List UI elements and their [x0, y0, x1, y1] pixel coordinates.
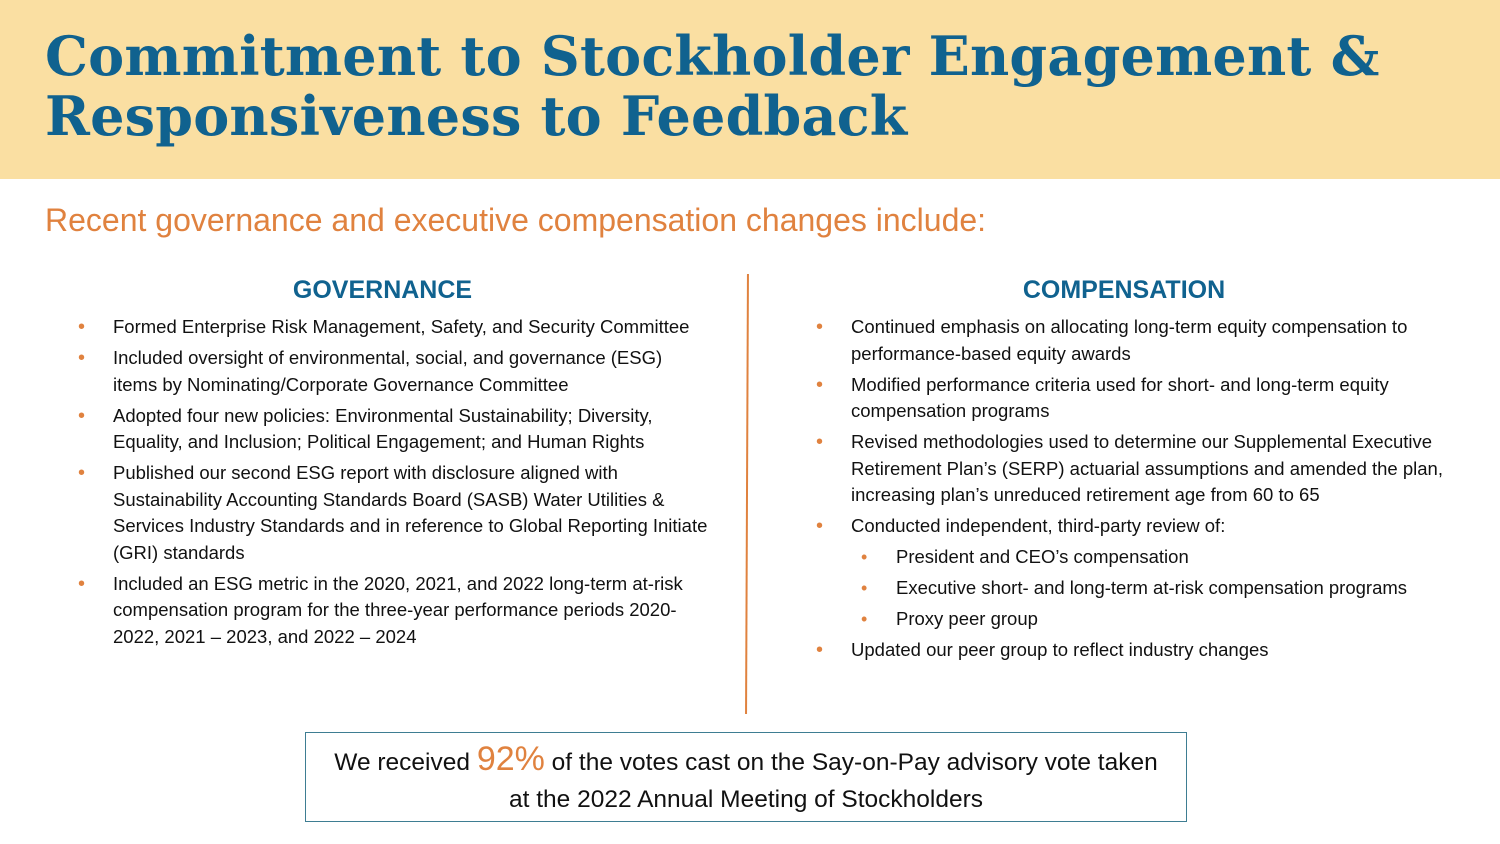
- callout-percent: 92%: [476, 740, 545, 778]
- compensation-heading: COMPENSATION: [1022, 276, 1226, 304]
- page-title: [45, 26, 1380, 146]
- callout-text-before: We received: [334, 749, 477, 776]
- review-sub-list: [851, 544, 1446, 633]
- review-sub-item: • Proxy peer group: [896, 606, 1446, 633]
- compensation-item-review-label: Conducted independent, third-party review of:: [851, 515, 1226, 536]
- callout-line-2: at the 2022 Annual Meeting of Stockholders: [509, 786, 983, 813]
- title-line-1: Commitment to Stockholder Engagement &: [45, 24, 1380, 88]
- governance-item: • Published our second ESG report with disclosure aligned with Sustainability Accounting Standards Board (SASB) Water Utilities & Services Industry Standards and in reference to Global Reporting Initiate (GRI) standards: [113, 460, 708, 566]
- governance-list: [113, 314, 708, 655]
- compensation-list: [851, 314, 1446, 668]
- callout-text-after: of the votes cast on the Say-on-Pay advisory vote taken: [544, 749, 1158, 776]
- header-band: [0, 0, 1500, 179]
- review-sub-item: • Executive short- and long-term at-risk compensation programs: [896, 575, 1446, 602]
- compensation-item-review: [851, 513, 1446, 632]
- governance-item: • Included an ESG metric in the 2020, 2021, and 2022 long-term at-risk compensation program for the three-year performance periods 2020-2022, 2021 – 2023, and 2022 – 2024: [113, 571, 708, 651]
- governance-item: • Included oversight of environmental, social, and governance (ESG) items by Nominating/Corporate Governance Committee: [113, 345, 708, 398]
- governance-item: • Adopted four new policies: Environmental Sustainability; Diversity, Equality, and Inclusion; Political Engagement; and Human Rights: [113, 403, 708, 456]
- governance-item: • Formed Enterprise Risk Management, Safety, and Security Committee: [113, 314, 708, 341]
- subtitle: Recent governance and executive compensation changes include:: [45, 202, 987, 238]
- compensation-item: • Revised methodologies used to determine our Supplemental Executive Retirement Plan’s (SERP) actuarial assumptions and amended the plan, increasing plan’s unreduced retirement age from 60 to 65: [851, 429, 1446, 509]
- review-sub-item: • President and CEO’s compensation: [896, 544, 1446, 571]
- column-divider: [745, 274, 749, 714]
- say-on-pay-callout: [305, 732, 1187, 822]
- compensation-item: • Modified performance criteria used for short- and long-term equity compensation programs: [851, 372, 1446, 425]
- compensation-item: • Continued emphasis on allocating long-term equity compensation to performance-based equity awards: [851, 314, 1446, 367]
- title-line-2: Responsiveness to Feedback: [45, 84, 908, 148]
- governance-heading: GOVERNANCE: [292, 276, 473, 304]
- compensation-item: • Updated our peer group to reflect industry changes: [851, 637, 1446, 664]
